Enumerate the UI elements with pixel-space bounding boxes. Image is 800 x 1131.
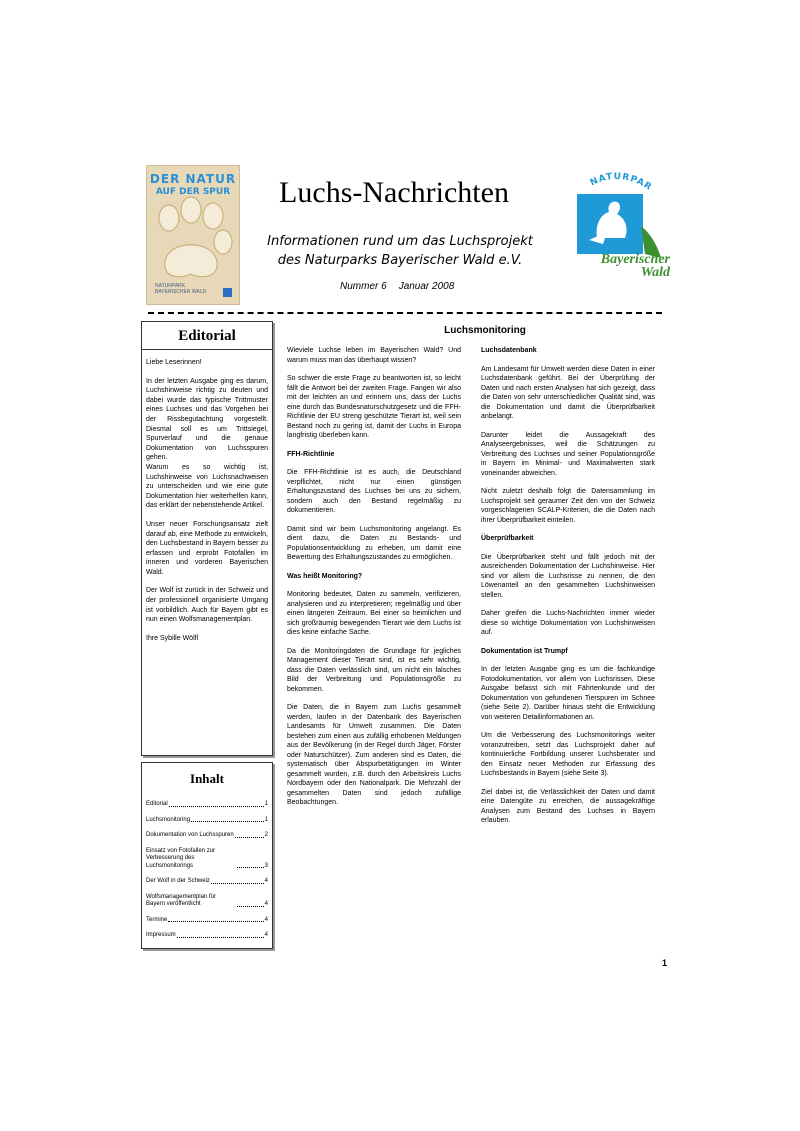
toc-item-page: 4 [264, 916, 268, 923]
toc-leader [235, 837, 264, 838]
article-paragraph: Monitoring bedeutet, Daten zu sammeln, verifizieren, analysieren und zu interpretieren; regelmäßig und über einen längeren Zeitraum. Bei einer so heimlichen und sich großräumig bewegenden Tierart wie dem Luchs ist dies keine einfache Sache. [287, 591, 461, 636]
editorial-signature: Ihre Sybille Wölfl [146, 634, 199, 642]
toc-leader [169, 806, 264, 807]
page-number: 1 [662, 958, 668, 968]
article-paragraph: Da die Monitoringdaten die Grundlage für jegliches Management dieser Tierart sind, ist es sehr wichtig, dass die Daten verlässlich sind, um nicht ein falsches Bild der Verbreitung und Populationsgröße zu bekommen. [287, 647, 461, 693]
issue-number: Nummer 6 [340, 281, 387, 292]
toc-item[interactable] [146, 878, 268, 886]
subtitle [240, 232, 560, 270]
toc-item-text: Termine [146, 916, 168, 923]
toc-item-page: 4 [264, 901, 268, 907]
toc-item-text: Einsatz von Fotofallen zur Verbesserung des Luchsmonitorings [146, 847, 216, 869]
header-divider [148, 312, 662, 317]
logo-left-line1: DER NATUR [149, 172, 237, 186]
article-heading: Luchsmonitoring [444, 325, 526, 336]
article-paragraph: In der letzten Ausgabe ging es um die fachkundige Fotodokumentation, vor allem von Luchsrissen. Diese Ausgabe befasst sich mit Fährtenkunde und der Dokumentation von gefundenen Tierspuren im Schnee (siehe Seite 2). Darüber hinaus steht die Entwicklung von weiteren Detailinformationen an. [481, 666, 655, 721]
article-paragraph: Damit sind wir beim Luchsmonitoring angelangt. Es dient dazu, die Daten zu Bestands- und Populationsentwicklung zu erheben, um damit eine Bewertung des Erhaltungszustandes zu ermöglichen. [287, 525, 461, 561]
subtitle-line2: des Naturparks Bayerischer Wald e.V. [277, 253, 523, 268]
section-heading: Was heißt Monitoring? [287, 572, 363, 580]
article-column-middle [287, 346, 461, 817]
toc-item-text: Impressum [146, 932, 176, 938]
logo-left-footer: NATURPARK BAYERISCHER WALD [155, 283, 207, 295]
subtitle-line1: Informationen rund um das Luchsprojekt [267, 234, 533, 249]
page-title: Luchs-Nachrichten [279, 176, 509, 209]
editorial-box [141, 321, 273, 756]
toc-item[interactable] [146, 832, 268, 840]
editorial-paragraph: Liebe Leserinnen! [146, 359, 202, 366]
article-paragraph: Darunter leidet die Aussagekraft des Analyseergebnisses, weil die Schätzungen zu Verbreitung des Luchses und seiner Populationsgröße in Bayern im Minimal- und Maximalwerten stark voneinander abweichen. [481, 431, 655, 477]
toc-item-page: 4 [264, 932, 268, 938]
toc-item-page: 4 [264, 878, 268, 884]
toc-leader [191, 821, 264, 822]
toc-heading: Inhalt [190, 771, 224, 786]
toc-item-text: Der Wolf in der Schweiz [146, 878, 210, 884]
logo-right-brand [566, 253, 670, 279]
editorial-body [142, 350, 272, 643]
editorial-paragraph: Der Wolf ist zurück in der Schweiz und der professionell organisierte Umgang ist vorbildlich. Auch für Bayern gibt es nun einen Wolfsmanagementplan. [146, 587, 268, 624]
article-column-right [481, 346, 655, 835]
toc-item[interactable] [146, 801, 268, 809]
article-paragraph: Daher greifen die Luchs-Nachrichten immer wieder diese so wichtige Dokumentation von Luchshinweisen auf. [481, 610, 655, 636]
section-heading: Luchsdatenbank [481, 347, 537, 354]
toc-item-page: 1 [264, 816, 268, 823]
toc-leader [237, 867, 264, 868]
toc-item-text: Wolfsmanagementplan für Bayern veröffentlicht [146, 893, 216, 907]
article-paragraph: Wieviele Luchse leben im Bayerischen Wald? Und warum muss man das überhaupt wissen? [287, 347, 461, 364]
editorial-heading: Editorial [142, 322, 272, 350]
toc-item[interactable] [146, 932, 268, 940]
toc-item-page: 1 [264, 801, 268, 807]
logo-brand-line2: Wald [640, 265, 670, 280]
section-heading: Überprüfbarkeit [481, 535, 534, 542]
issue-info [340, 281, 470, 292]
toc-item[interactable] [146, 817, 268, 825]
toc-leader [211, 883, 264, 884]
toc-leader [237, 906, 264, 907]
svg-text:NATURPARK [563, 166, 654, 193]
logo-brand-line1: Bayerischer [600, 252, 670, 267]
issue-date: Januar 2008 [398, 281, 455, 292]
toc-leader [168, 921, 263, 922]
article-paragraph: Die Daten, die in Bayern zum Luchs gesammelt werden, laufen in der Datenbank des Bayerischen Landesamts für Umwelt zusammen. Die Daten bestehen zum einen aus zufällig erhobenen Meldungen aus der Bevölkerung (in der Regel durch Jäger, Förster oder Naturschützer). Zum anderen sind es Daten, die systematisch über Abspurbetätigungen im Winter gesammelt wurden, z.B. durch den Arbeitskreis Luchs Nordbayern oder den Nationalpark. Die Mehrzahl der gesammelten Daten sind jedoch zufällige Beobachtungen. [287, 704, 461, 806]
logo-arc-text: NATURPAR [588, 171, 654, 194]
editorial-paragraph: Warum es so wichtig ist, Luchshinweise von Luchsnachweisen zu unterscheiden und wie eine gute Dokumentation hier weiterhelfen kann, das erklärt der nebenstehende Artikel. [146, 463, 268, 510]
article-paragraph: Die FFH-Richtlinie ist es auch, die Deutschland verpflichtet, nicht nur einen günstigen Erhaltungszustand des Luchses bei uns zu sichern, sondern auch den Bestand regelmäßig zu dokumentieren. [287, 469, 461, 514]
article-paragraph: Um die Verbesserung des Luchsmonitorings weiter voranzutreiben, setzt das Luchsprojekt daher auf kontinuierliche Fortbildung unserer Luchsberater und den Einsatz neuer Methoden zur Erfassung des Luchsbestands in Bayern (siehe Seite 3). [481, 732, 655, 777]
table-of-contents [141, 762, 273, 949]
article-paragraph: Nicht zuletzt deshalb folgt die Datensammlung im Luchsprojekt seit geraumer Zeit den von der Schweiz vorgeschlagenen SCALP-Kriterien, die die Daten nach ihrer Überprüfbarkeit einteilen. [481, 488, 655, 524]
toc-leader [177, 937, 264, 938]
toc-item[interactable] [146, 894, 268, 909]
section-heading: FFH-Richtlinie [287, 450, 335, 458]
article-paragraph: So schwer die erste Frage zu beantworten ist, so leicht fällt die Antwort bei der zweiten Frage. Fangen wir also mit der leichten an und erinnern uns, dass der Luchs eine durch das Bundesnaturschutzgesetz und die FFH-Richtlinie der EU streng geschützte Tierart ist, weil sein Bestand noch zu gering ist, damit der Luchs in Europa langfristig überleben kann. [287, 375, 461, 439]
toc-item-page: 2 [264, 832, 268, 838]
editorial-paragraph: Unser neuer Forschungsansatz zielt darauf ab, eine Methode zu entwickeln, den Luchsbestand in Bayern besser zu erfassen und erprobt Fotofallen im inneren und vorderen Bayerischen Wald. [146, 520, 268, 576]
article-paragraph: Ziel dabei ist, die Verlässlichkeit der Daten und damit eine Datengüte zu erreichen, die aussagekräftige Analysen zum Bestand des Luchses in Bayern erlauben. [481, 788, 655, 824]
article-paragraph: Die Überprüfbarkeit steht und fällt jedoch mit der ausreichenden Dokumentation der Luchshinweise. Hier sind vor allem die Luchsrisse zu nennen, die den Löwenanteil an den gesammelten Luchshinweisen stellen. [481, 553, 655, 599]
toc-item[interactable] [146, 848, 268, 871]
toc-item-text: Dokumentation von Luchsspuren [146, 832, 234, 838]
toc-item[interactable] [146, 917, 268, 925]
section-heading: Dokumentation ist Trumpf [481, 647, 568, 655]
der-natur-logo [146, 165, 240, 305]
toc-item-text: Editorial [146, 801, 168, 807]
toc-item-page: 3 [264, 862, 268, 869]
toc-item-text: Luchsmonitoring [146, 816, 191, 823]
editorial-paragraph: In der letzten Ausgabe ging es darum, Luchshinweise richtig zu deuten und dabei wurde das typische Trittmuster eines Luchses und das Vorgehen bei der Rissbegutachtung vorgestellt. Diesmal soll es um Trittsiegel, Spurverlauf und die genaue Dokumentation von Luchsspuren gehen. [146, 377, 268, 462]
toc-list [142, 791, 272, 940]
logo-left-line2: AUF DER SPUR [155, 187, 231, 197]
article-paragraph: Am Landesamt für Umwelt werden diese Daten in einer Luchsdatenbank geführt. Bei der Überprüfung der Daten und nach ersten Analysen hat sich gezeigt, dass die Daten von sehr unterschiedlicher Qualität sind, was die Dokumentation und damit die Überprüfbarkeit anbelangt. [481, 365, 655, 420]
